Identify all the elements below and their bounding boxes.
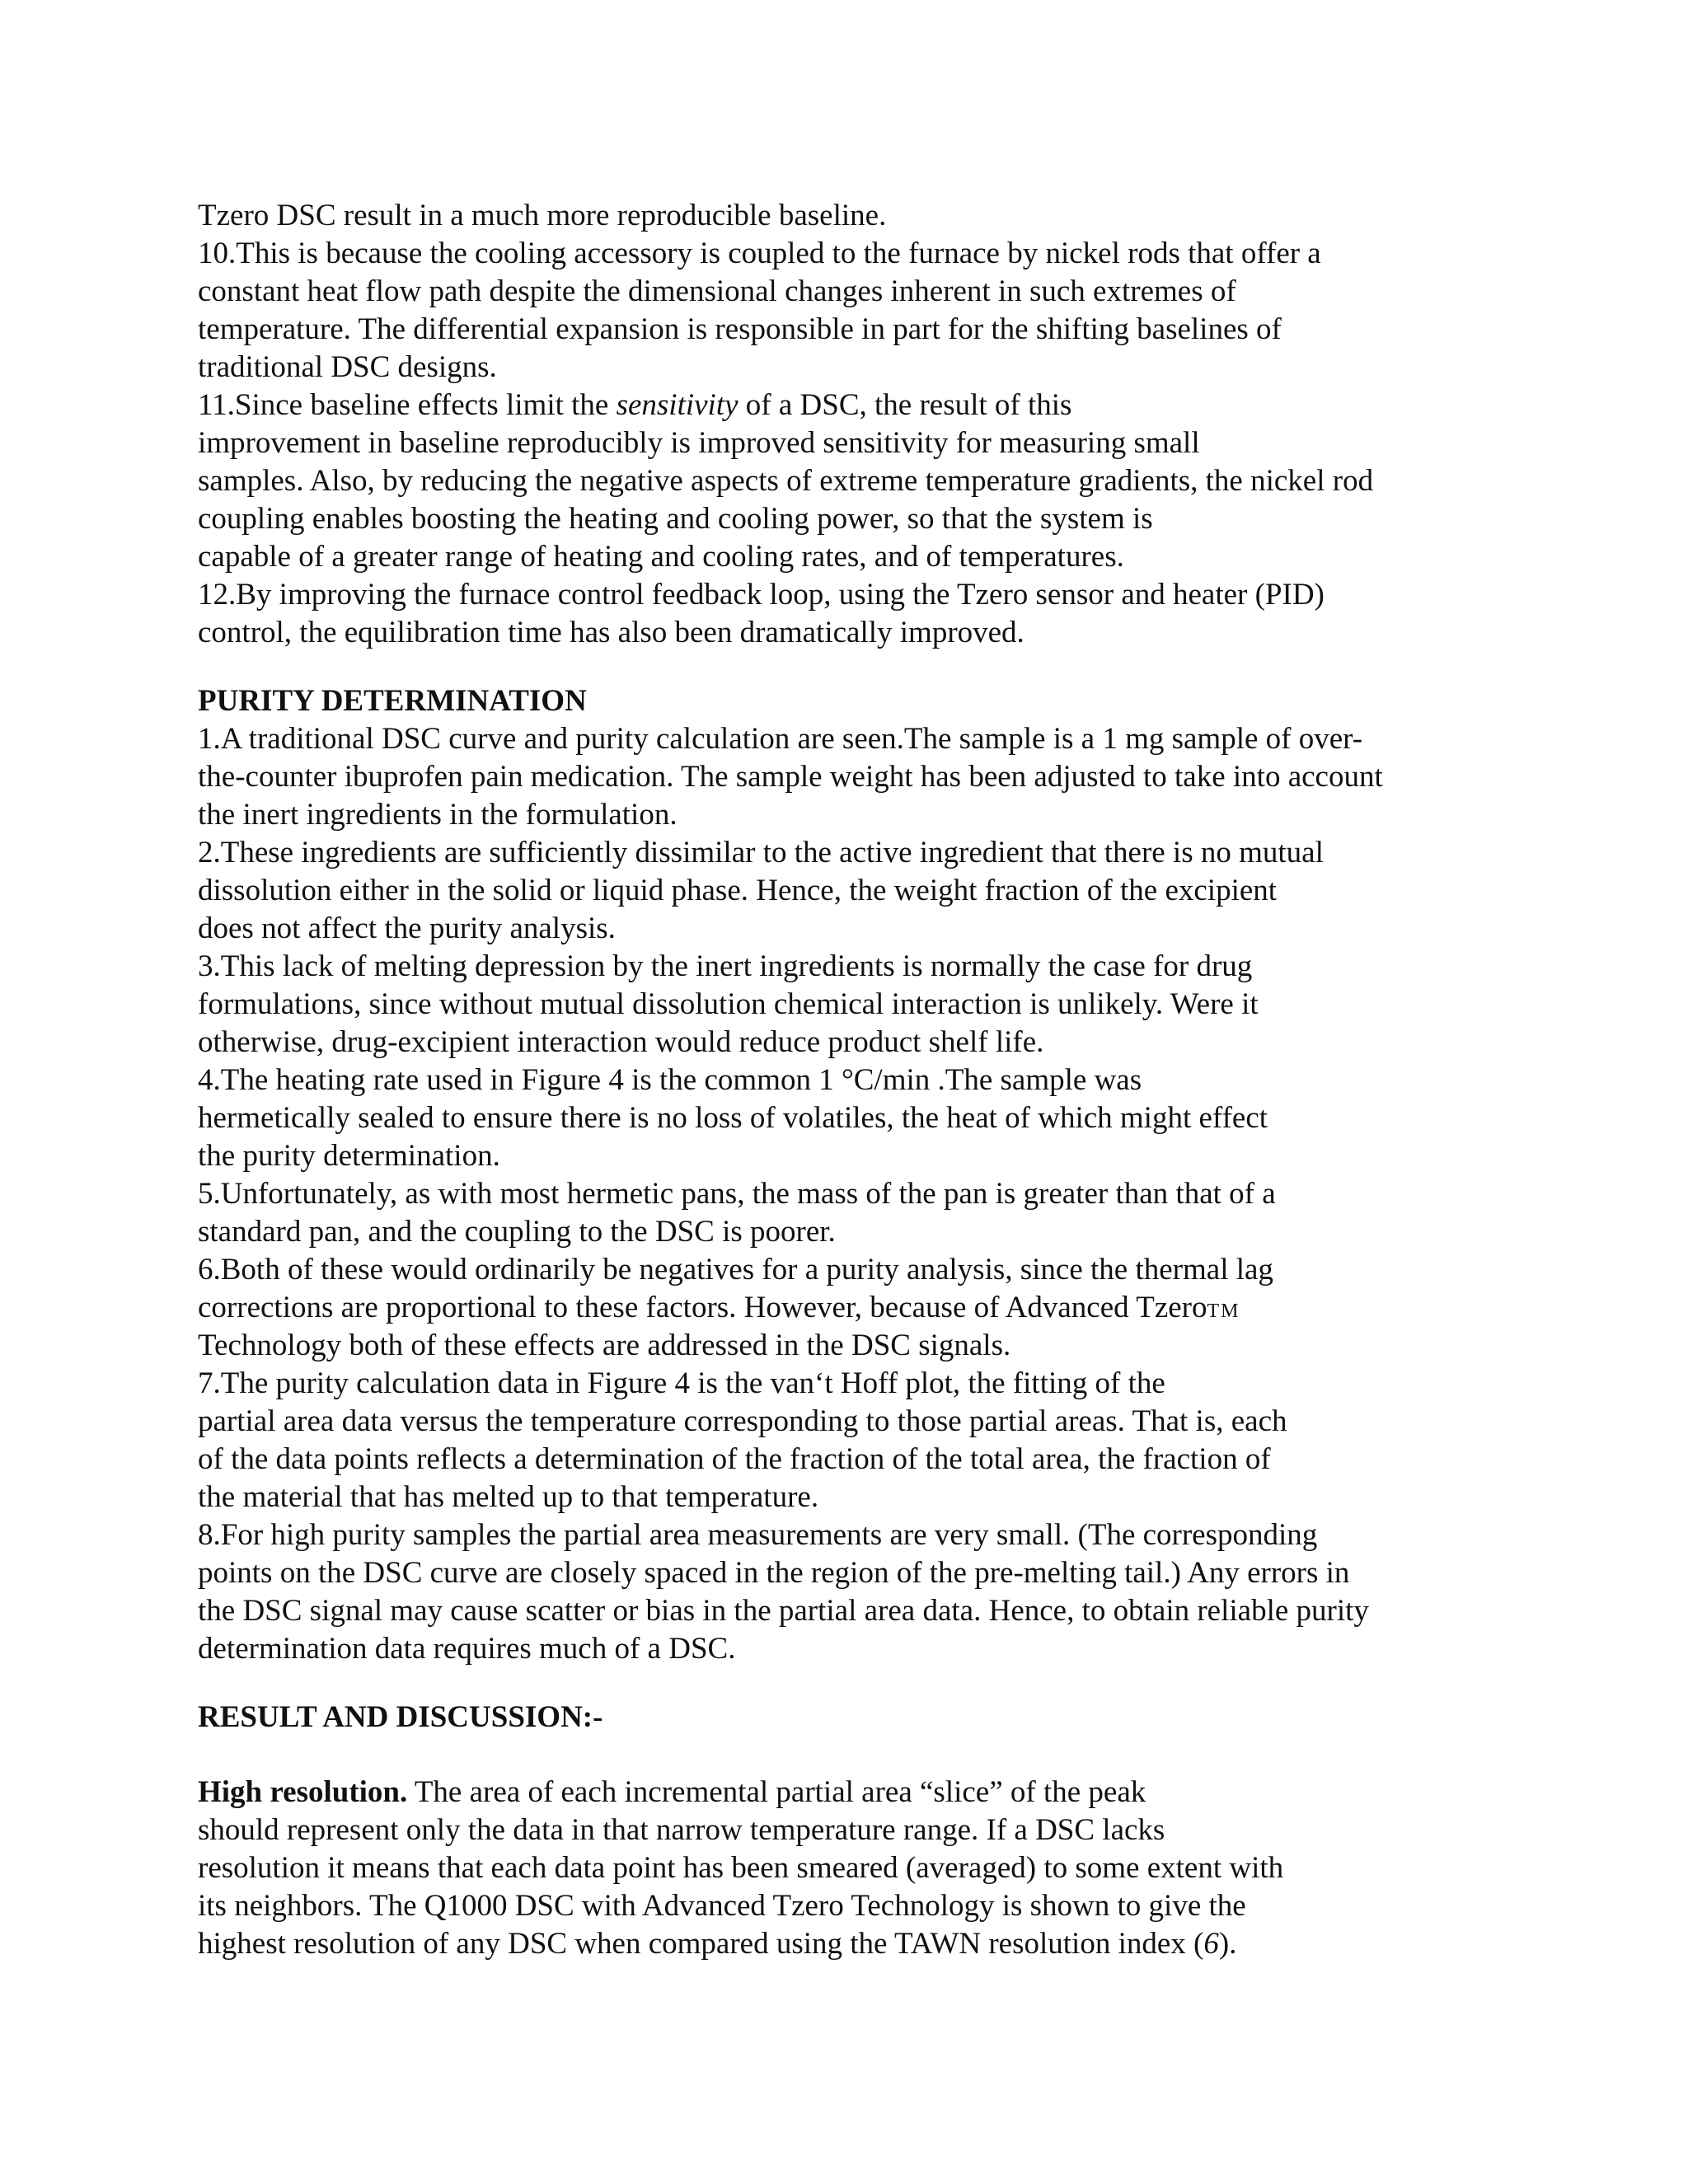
text-line: 3.This lack of melting depression by the inert ingredients is normally the case for drug: [198, 949, 1253, 983]
section-heading-purity: PURITY DETERMINATION: [198, 684, 587, 718]
text-line: Technology both of these effects are addressed in the DSC signals.: [198, 1329, 1011, 1362]
text-line: traditional DSC designs.: [198, 350, 497, 384]
text-line: the inert ingredients in the formulation.: [198, 798, 678, 832]
text-line: standard pan, and the coupling to the DSC is poorer.: [198, 1215, 836, 1249]
text-line: Tzero DSC result in a much more reproducible baseline.: [198, 199, 887, 232]
italic-term: sensitivity: [616, 388, 738, 422]
text-line: temperature. The differential expansion is responsible in part for the shifting baselines of: [198, 312, 1282, 346]
text-line: the DSC signal may cause scatter or bias in the partial area data. Hence, to obtain reliable purity: [198, 1594, 1369, 1628]
text-line: dissolution either in the solid or liquid phase. Hence, the weight fraction of the excipient: [198, 874, 1278, 907]
text-line: 6.Both of these would ordinarily be negatives for a purity analysis, since the thermal lag: [198, 1253, 1273, 1286]
text-line: 2.These ingredients are sufficiently dissimilar to the active ingredient that there is no mutual: [198, 836, 1324, 869]
text-segment: highest resolution of any DSC when compared using the TAWN resolution index (: [198, 1927, 1204, 1961]
text-line: does not affect the purity analysis.: [198, 912, 616, 945]
text-line: the material that has melted up to that temperature.: [198, 1480, 819, 1514]
text-line: 1.A traditional DSC curve and purity calculation are seen.The sample is a 1 mg sample of over-: [198, 722, 1363, 756]
text-line: hermetically sealed to ensure there is no loss of volatiles, the heat of which might effect: [198, 1101, 1268, 1135]
section-heading-results: RESULT AND DISCUSSION:-: [198, 1700, 603, 1734]
text-line: formulations, since without mutual dissolution chemical interaction is unlikely. Were it: [198, 987, 1259, 1021]
text-line: 7.The purity calculation data in Figure 4 is the van‘t Hoff plot, the fitting of the: [198, 1366, 1165, 1400]
text-line: samples. Also, by reducing the negative aspects of extreme temperature gradients, the nickel rod: [198, 464, 1374, 498]
text-line: 10.This is because the cooling accessory is coupled to the furnace by nickel rods that offer a: [198, 237, 1321, 270]
text-line: its neighbors. The Q1000 DSC with Advanced Tzero Technology is shown to give the: [198, 1889, 1246, 1923]
text-line: constant heat flow path despite the dimensional changes inherent in such extremes of: [198, 274, 1236, 308]
text-line: [198, 1289, 1240, 1330]
text-line: control, the equilibration time has also been dramatically improved.: [198, 616, 1025, 649]
lead-term: High resolution.: [198, 1775, 408, 1809]
text-line: determination data requires much of a DSC.: [198, 1632, 736, 1666]
text-line: of the data points reflects a determination of the fraction of the total area, the fraction of: [198, 1442, 1271, 1476]
text-line: resolution it means that each data point has been smeared (averaged) to some extent with: [198, 1851, 1284, 1885]
text-line: should represent only the data in that narrow temperature range. If a DSC lacks: [198, 1813, 1165, 1847]
text-segment: The area of each incremental partial area “slice” of the peak: [407, 1775, 1146, 1809]
text-segment: corrections are proportional to these factors. However, because of Advanced Tzero: [198, 1291, 1207, 1324]
text-line: [198, 1774, 1146, 1811]
text-line: 8.For high purity samples the partial area measurements are very small. (The corresponding: [198, 1518, 1318, 1552]
text-segment: 11.Since baseline effects limit the: [198, 388, 609, 422]
text-line: points on the DSC curve are closely spaced in the region of the pre-melting tail.) Any errors in: [198, 1556, 1350, 1590]
text-line: [198, 1925, 1236, 1963]
text-line: [198, 387, 1071, 424]
text-line: the-counter ibuprofen pain medication. The sample weight has been adjusted to take into account: [198, 760, 1383, 794]
text-line: coupling enables boosting the heating and cooling power, so that the system is: [198, 502, 1153, 536]
text-segment: of a DSC, the result of this: [745, 388, 1072, 422]
text-line: 4.The heating rate used in Figure 4 is the common 1 °C/min .The sample was: [198, 1063, 1142, 1097]
reference-number: 6: [1203, 1927, 1219, 1961]
text-line: otherwise, drug-excipient interaction would reduce product shelf life.: [198, 1025, 1044, 1059]
text-line: the purity determination.: [198, 1139, 500, 1173]
text-line: 12.By improving the furnace control feedback loop, using the Tzero sensor and heater (PID): [198, 578, 1325, 612]
text-line: capable of a greater range of heating and cooling rates, and of temperatures.: [198, 540, 1124, 574]
text-line: improvement in baseline reproducibly is improved sensitivity for measuring small: [198, 426, 1200, 460]
trademark-mark: TM: [1207, 1301, 1240, 1322]
text-segment: ).: [1218, 1927, 1237, 1961]
text-line: partial area data versus the temperature corresponding to those partial areas. That is, each: [198, 1404, 1287, 1438]
text-line: 5.Unfortunately, as with most hermetic pans, the mass of the pan is greater than that of a: [198, 1177, 1276, 1211]
